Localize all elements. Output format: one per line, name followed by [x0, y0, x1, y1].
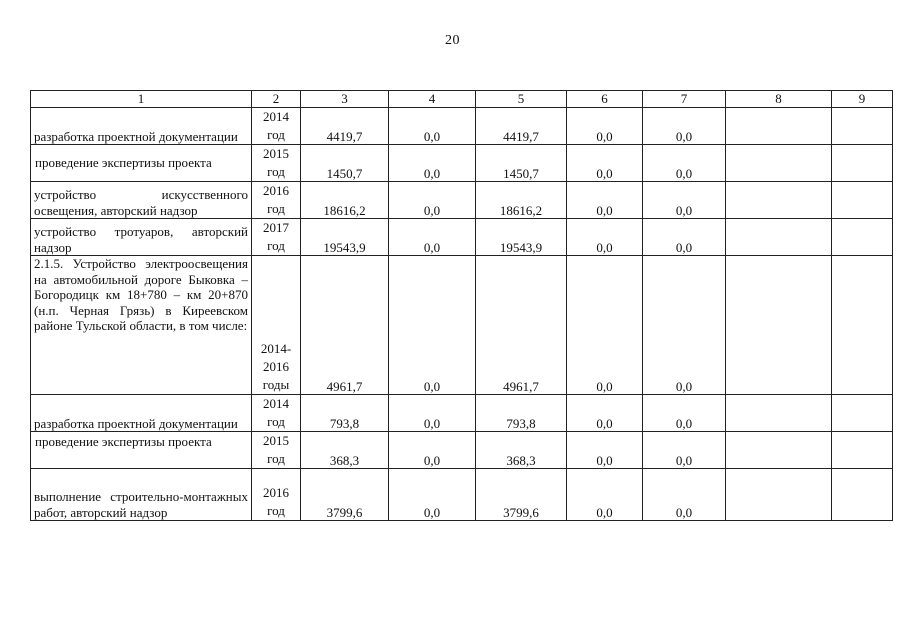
cell-col4: 0,0 [389, 219, 476, 256]
cell-col9 [832, 145, 893, 182]
column-header: 3 [301, 91, 389, 108]
cell-col4: 0,0 [389, 395, 476, 432]
column-header: 5 [476, 91, 567, 108]
cell-col5: 793,8 [476, 395, 567, 432]
cell-col6: 0,0 [567, 395, 643, 432]
cell-col5: 4961,7 [476, 256, 567, 395]
table-row [31, 395, 893, 432]
table-row [31, 219, 893, 256]
row-period: 2014-2016 годы [252, 256, 301, 395]
cell-col4: 0,0 [389, 432, 476, 469]
cell-col6: 0,0 [567, 108, 643, 145]
row-period: 2016 год [252, 182, 301, 219]
row-description: разработка проектной документации [31, 395, 252, 432]
cell-col4: 0,0 [389, 469, 476, 521]
column-header: 2 [252, 91, 301, 108]
cell-col4: 0,0 [389, 108, 476, 145]
cell-col5: 4419,7 [476, 108, 567, 145]
cell-col5: 3799,6 [476, 469, 567, 521]
cell-col8 [726, 145, 832, 182]
cell-col9 [832, 182, 893, 219]
cell-col5: 368,3 [476, 432, 567, 469]
cell-col6: 0,0 [567, 182, 643, 219]
column-header: 1 [31, 91, 252, 108]
row-description: разработка проектной документации [31, 108, 252, 145]
cell-col6: 0,0 [567, 469, 643, 521]
cell-col7: 0,0 [643, 219, 726, 256]
cell-col3: 793,8 [301, 395, 389, 432]
cell-col5: 18616,2 [476, 182, 567, 219]
row-period: 2015 год [252, 145, 301, 182]
cell-col9 [832, 256, 893, 395]
cell-col7: 0,0 [643, 432, 726, 469]
row-description: выполнение строительно-монтажных работ, авторский надзор [31, 469, 252, 521]
budget-table [30, 90, 893, 521]
cell-col7: 0,0 [643, 182, 726, 219]
cell-col5: 1450,7 [476, 145, 567, 182]
column-header: 8 [726, 91, 832, 108]
cell-col3: 19543,9 [301, 219, 389, 256]
row-period: 2014 год [252, 395, 301, 432]
cell-col7: 0,0 [643, 145, 726, 182]
table-row [31, 145, 893, 182]
row-period: 2014 год [252, 108, 301, 145]
cell-col7: 0,0 [643, 395, 726, 432]
cell-col4: 0,0 [389, 256, 476, 395]
cell-col4: 0,0 [389, 182, 476, 219]
column-header: 9 [832, 91, 893, 108]
row-description: 2.1.5. Устройство электроосвещения на автомобильной дороге Быковка – Богородицк км 18+780 – км 20+870 (н.п. Черная Грязь) в Киреевском районе Тульской области, в том числе: [31, 256, 252, 395]
cell-col6: 0,0 [567, 432, 643, 469]
table-header-row [31, 91, 893, 108]
cell-col4: 0,0 [389, 145, 476, 182]
cell-col8 [726, 256, 832, 395]
cell-col9 [832, 432, 893, 469]
table-row [31, 256, 893, 395]
cell-col8 [726, 182, 832, 219]
cell-col3: 368,3 [301, 432, 389, 469]
cell-col6: 0,0 [567, 219, 643, 256]
cell-col9 [832, 395, 893, 432]
cell-col3: 4961,7 [301, 256, 389, 395]
column-header: 7 [643, 91, 726, 108]
row-description: устройство искусственного освещения, авторский надзор [31, 182, 252, 219]
column-header: 6 [567, 91, 643, 108]
page-number: 20 [445, 33, 460, 48]
row-description: проведение экспертизы проекта [31, 145, 252, 182]
row-period: 2016 год [252, 469, 301, 521]
cell-col8 [726, 469, 832, 521]
cell-col3: 4419,7 [301, 108, 389, 145]
cell-col9 [832, 108, 893, 145]
row-period: 2015 год [252, 432, 301, 469]
cell-col7: 0,0 [643, 108, 726, 145]
cell-col3: 3799,6 [301, 469, 389, 521]
column-header: 4 [389, 91, 476, 108]
table-row [31, 432, 893, 469]
cell-col8 [726, 432, 832, 469]
cell-col7: 0,0 [643, 256, 726, 395]
cell-col7: 0,0 [643, 469, 726, 521]
row-period: 2017 год [252, 219, 301, 256]
table-row [31, 469, 893, 521]
row-description: устройство тротуаров, авторский надзор [31, 219, 252, 256]
table-row [31, 182, 893, 219]
cell-col6: 0,0 [567, 145, 643, 182]
row-description: проведение экспертизы проекта [31, 432, 252, 469]
cell-col3: 1450,7 [301, 145, 389, 182]
cell-col8 [726, 108, 832, 145]
cell-col8 [726, 219, 832, 256]
cell-col6: 0,0 [567, 256, 643, 395]
cell-col3: 18616,2 [301, 182, 389, 219]
cell-col5: 19543,9 [476, 219, 567, 256]
cell-col9 [832, 469, 893, 521]
cell-col8 [726, 395, 832, 432]
cell-col9 [832, 219, 893, 256]
table-row [31, 108, 893, 145]
